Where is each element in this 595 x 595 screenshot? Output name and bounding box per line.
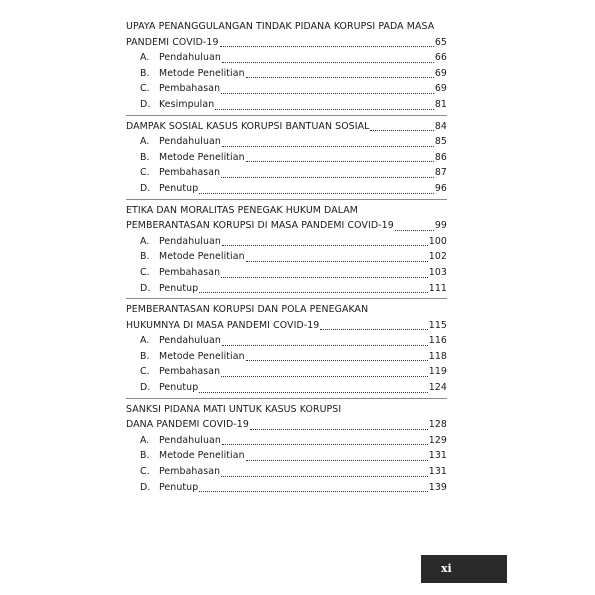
dot-leader (199, 490, 428, 492)
subsection-page-number: 119 (428, 366, 447, 378)
toc-subsection-entry[interactable] (126, 97, 447, 113)
toc-subsection-entry[interactable] (126, 333, 447, 349)
chapter-title-text: DAMPAK SOSIAL KASUS KORUPSI BANTUAN SOSIAL (126, 120, 370, 132)
subsection-label: Pendahuluan (159, 335, 221, 347)
subsection-page-number: 118 (428, 350, 447, 362)
page-number-tab (421, 555, 507, 583)
dot-leader (221, 92, 434, 94)
dot-leader (320, 328, 427, 330)
page-number: xi (441, 562, 452, 575)
toc-chapter (126, 203, 447, 300)
subsection-label: Pembahasan (159, 466, 221, 478)
toc-subsection-entry[interactable] (126, 364, 447, 380)
subsection-label: Pendahuluan (159, 136, 221, 148)
subsection-page-number: 69 (434, 83, 447, 95)
dot-leader (199, 291, 428, 293)
dot-leader (220, 45, 434, 47)
toc-subsection-entry[interactable] (126, 150, 447, 166)
subsection-letter: D. (140, 282, 151, 294)
subsection-letter: A. (140, 136, 150, 148)
toc-subsection-entry[interactable] (126, 134, 447, 150)
subsection-letter: C. (140, 366, 150, 378)
dot-leader (395, 229, 434, 231)
subsection-label: Penutup (159, 182, 199, 194)
toc-subsection-entry[interactable] (126, 433, 447, 449)
subsection-label: Metode Penelitian (159, 251, 245, 263)
subsection-page-number: 111 (428, 282, 447, 294)
toc-subsection-entry[interactable] (126, 81, 447, 97)
dot-leader (215, 108, 434, 110)
chapter-title-text: PANDEMI COVID-19 (126, 36, 219, 48)
dot-leader (221, 375, 428, 377)
subsection-letter: D. (140, 182, 151, 194)
chapter-title-line: UPAYA PENANGGULANGAN TINDAK PIDANA KORUPSI PADA MASA (126, 21, 435, 32)
subsection-label: Metode Penelitian (159, 350, 245, 362)
subsection-letter: D. (140, 382, 151, 394)
dot-leader (246, 359, 428, 361)
toc-subsection-entry[interactable] (126, 380, 447, 396)
subsection-page-number: 116 (428, 335, 447, 347)
chapter-page-number: 65 (434, 36, 447, 48)
dot-leader (221, 176, 434, 178)
subsection-letter: D. (140, 98, 151, 110)
subsection-page-number: 85 (434, 136, 447, 148)
dot-leader (246, 76, 434, 78)
chapter-page-number: 84 (434, 120, 447, 132)
subsection-letter: C. (140, 266, 150, 278)
dot-leader (221, 276, 428, 278)
chapter-title-entry[interactable] (126, 417, 447, 433)
subsection-letter: A. (140, 52, 150, 64)
dot-leader (222, 61, 434, 63)
toc-subsection-entry[interactable] (126, 165, 447, 181)
chapter-title-text: DANA PANDEMI COVID-19 (126, 419, 249, 431)
subsection-label: Pembahasan (159, 83, 221, 95)
subsection-letter: C. (140, 167, 150, 179)
chapter-title-entry[interactable] (126, 35, 447, 51)
subsection-page-number: 129 (428, 434, 447, 446)
dot-leader (222, 145, 434, 147)
chapter-title-text: PEMBERANTASAN KORUPSI DI MASA PANDEMI COVID-19 (126, 220, 394, 232)
toc-chapter (126, 302, 447, 399)
subsection-label: Kesimpulan (159, 98, 215, 110)
toc-subsection-entry[interactable] (126, 349, 447, 365)
chapter-title-line: ETIKA DAN MORALITAS PENEGAK HUKUM DALAM (126, 204, 358, 216)
subsection-page-number: 96 (434, 182, 447, 194)
subsection-page-number: 86 (434, 151, 447, 163)
subsection-page-number: 131 (428, 466, 447, 478)
toc-subsection-entry[interactable] (126, 265, 447, 281)
subsection-label: Pendahuluan (159, 434, 221, 446)
toc-subsection-entry[interactable] (126, 181, 447, 197)
subsection-page-number: 103 (428, 266, 447, 278)
subsection-letter: B. (140, 67, 150, 79)
subsection-label: Pembahasan (159, 366, 221, 378)
subsection-label: Metode Penelitian (159, 450, 245, 462)
dot-leader (222, 344, 428, 346)
subsection-letter: A. (140, 335, 150, 347)
subsection-page-number: 69 (434, 67, 447, 79)
subsection-page-number: 100 (428, 235, 447, 247)
dot-leader (250, 428, 428, 430)
dot-leader (370, 129, 433, 131)
subsection-page-number: 87 (434, 167, 447, 179)
chapter-page-number: 99 (434, 220, 447, 232)
chapter-title-entry[interactable] (126, 218, 447, 234)
toc-chapter (126, 19, 447, 116)
dot-leader (222, 443, 428, 445)
toc-subsection-entry[interactable] (126, 66, 447, 82)
chapter-page-number: 115 (428, 319, 447, 331)
dot-leader (199, 391, 428, 393)
dot-leader (199, 192, 434, 194)
dot-leader (222, 244, 428, 246)
dot-leader (246, 160, 434, 162)
subsection-page-number: 81 (434, 98, 447, 110)
chapter-title-entry[interactable] (126, 318, 447, 334)
subsection-letter: B. (140, 450, 150, 462)
subsection-page-number: 102 (428, 251, 447, 263)
subsection-letter: B. (140, 350, 150, 362)
subsection-page-number: 66 (434, 52, 447, 64)
toc-subsection-entry[interactable] (126, 464, 447, 480)
subsection-page-number: 139 (428, 481, 447, 493)
subsection-letter: A. (140, 434, 150, 446)
subsection-page-number: 131 (428, 450, 447, 462)
subsection-label: Pendahuluan (159, 235, 221, 247)
toc-chapter (126, 119, 447, 200)
table-of-contents (126, 19, 447, 500)
subsection-label: Pembahasan (159, 266, 221, 278)
subsection-letter: B. (140, 151, 150, 163)
toc-subsection-entry[interactable] (126, 448, 447, 464)
subsection-letter: D. (140, 481, 151, 493)
subsection-letter: C. (140, 83, 150, 95)
chapter-title-line: SANKSI PIDANA MATI UNTUK KASUS KORUPSI (126, 403, 342, 415)
subsection-label: Metode Penelitian (159, 67, 245, 79)
toc-subsection-entry[interactable] (126, 480, 447, 496)
subsection-label: Penutup (159, 481, 199, 493)
toc-subsection-entry[interactable] (126, 281, 447, 297)
subsection-label: Pembahasan (159, 167, 221, 179)
subsection-label: Penutup (159, 382, 199, 394)
toc-subsection-entry[interactable] (126, 50, 447, 66)
toc-subsection-entry[interactable] (126, 249, 447, 265)
toc-subsection-entry[interactable] (126, 234, 447, 250)
subsection-letter: A. (140, 235, 150, 247)
dot-leader (246, 459, 428, 461)
dot-leader (221, 475, 428, 477)
subsection-letter: B. (140, 251, 150, 263)
subsection-label: Metode Penelitian (159, 151, 245, 163)
subsection-label: Pendahuluan (159, 52, 221, 64)
subsection-letter: C. (140, 466, 150, 478)
chapter-title-entry[interactable] (126, 119, 447, 135)
dot-leader (246, 260, 428, 262)
chapter-title-text: HUKUMNYA DI MASA PANDEMI COVID-19 (126, 319, 320, 331)
toc-chapter (126, 402, 447, 498)
chapter-page-number: 128 (428, 419, 447, 431)
subsection-label: Penutup (159, 282, 199, 294)
subsection-page-number: 124 (428, 382, 447, 394)
chapter-title-line: PEMBERANTASAN KORUPSI DAN POLA PENEGAKAN (126, 304, 369, 316)
